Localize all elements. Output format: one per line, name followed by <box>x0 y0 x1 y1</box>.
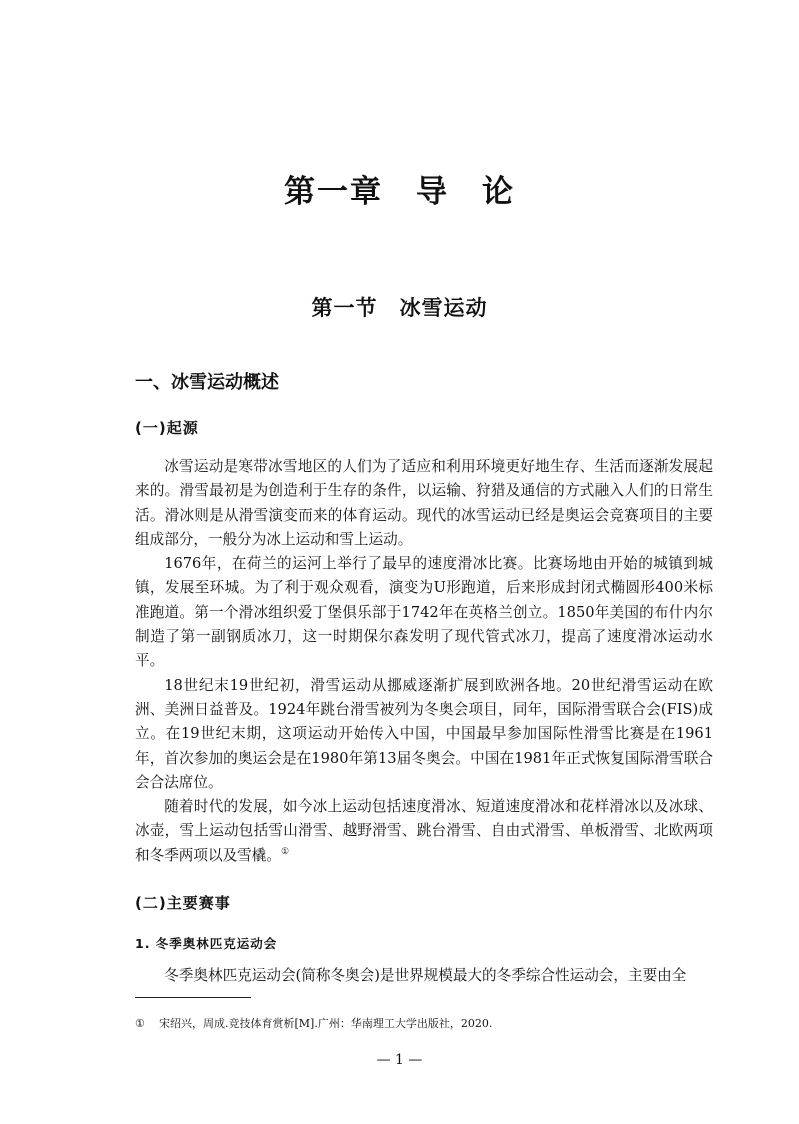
paragraph: 1676年，在荷兰的运河上举行了最早的速度滑冰比赛。比赛场地由开始的城镇到城镇，发展至环城。为了利于观众观看，演变为U形跑道，后来形成封闭式椭圆形400米标准跑道。第一个滑冰组织爱丁堡俱乐部于1742年在英格兰创立。1850年美国的布什内尔制造了第一副钢质冰刀，这一时期保尔森发明了现代管式冰刀，提高了速度滑冰运动水平。 <box>135 555 713 670</box>
paragraph-text: 随着时代的发展，如今冰上运动包括速度滑冰、短道速度滑冰和花样滑冰以及冰球、冰壶，雪上运动包括雪山滑雪、越野滑雪、跳台滑雪、自由式滑雪、单板滑雪、北欧两项和冬季两项以及雪橇。 <box>135 798 713 864</box>
footnote-text: 宋绍兴，周成.竞技体育赏析[M].广州：华南理工大学出版社，2020. <box>159 1017 493 1030</box>
origin-body <box>135 455 713 868</box>
footnote-divider <box>135 997 251 998</box>
events-body <box>135 964 713 988</box>
paragraph: 冰雪运动是寒带冰雪地区的人们为了适应和利用环境更好地生存、生活而逐渐发展起来的。滑雪最初是为创造利于生存的条件，以运输、狩猎及通信的方式融入人们的日常生活。滑冰则是从滑雪演变而来的体育运动。现代的冰雪运动已经是奥运会竞赛项目的主要组成部分，一般分为冰上运动和雪上运动。 <box>135 458 713 548</box>
part-heading: 一、冰雪运动概述 <box>135 372 279 393</box>
page-number: — 1 — <box>376 1052 423 1068</box>
section-title: 第一节 冰雪运动 <box>311 296 488 320</box>
origin-heading: (一)起源 <box>135 419 199 437</box>
events-heading: (二)主要赛事 <box>135 894 231 912</box>
footnote <box>135 1015 492 1031</box>
paragraph-with-footnote <box>135 795 713 868</box>
paragraph: 冬季奥林匹克运动会(简称冬奥会)是世界规模最大的冬季综合性运动会，主要由全 <box>164 967 687 984</box>
winter-olympics-subheading: 1. 冬季奥林匹克运动会 <box>135 936 278 951</box>
footnote-mark: ① <box>135 1017 145 1030</box>
footnote-reference[interactable]: ① <box>280 846 290 857</box>
chapter-title: 第一章 导 论 <box>284 174 515 210</box>
paragraph: 18世纪末19世纪初，滑雪运动从挪威逐渐扩展到欧洲各地。20世纪滑雪运动在欧洲、美洲日益普及。1924年跳台滑雪被列为冬奥会项目，同年，国际滑雪联合会(FIS)成立。在19世纪末期，这项运动开始传入中国，中国最早参加国际性滑雪比赛是在1961年，首次参加的奥运会是在1980年第13届冬奥会。中国在1981年正式恢复国际滑雪联合会合法席位。 <box>135 676 713 791</box>
